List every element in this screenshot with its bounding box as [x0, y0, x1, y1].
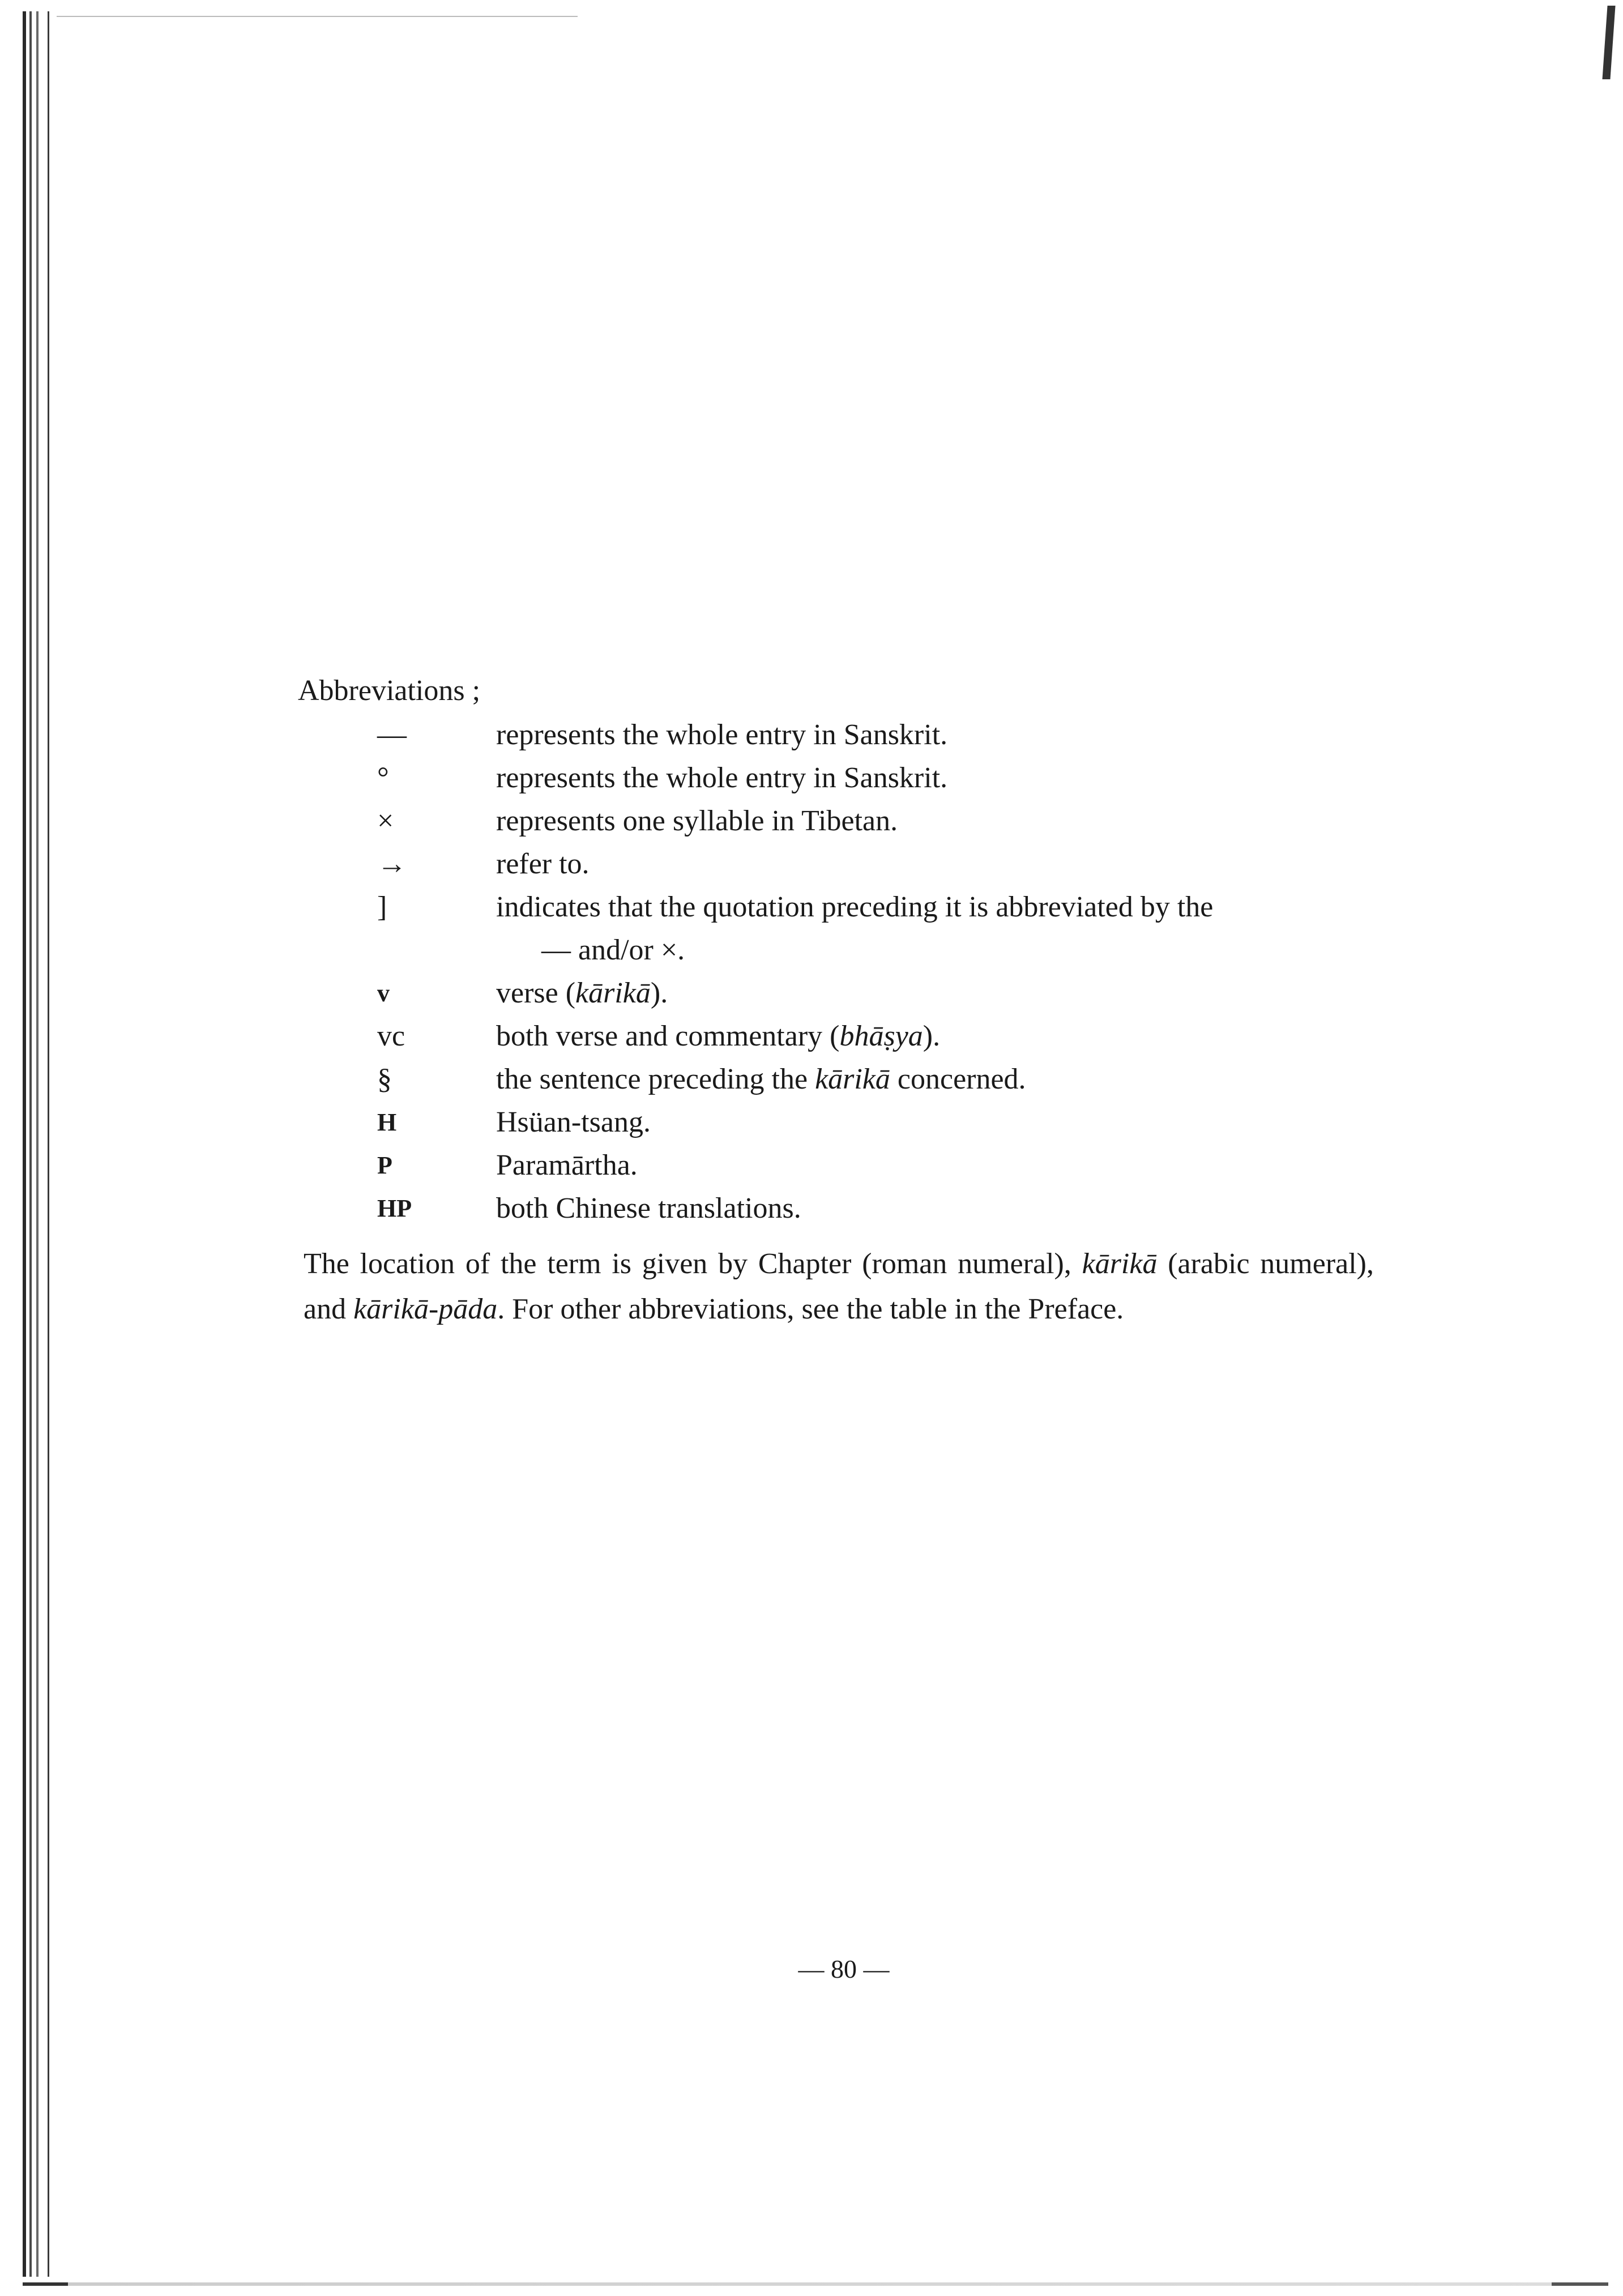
scan-top-line	[57, 16, 578, 17]
description-text: both verse and commentary (	[496, 1020, 840, 1052]
abbreviation-description: represents the whole entry in Sanskrit.	[496, 719, 948, 751]
abbreviation-item	[298, 1015, 1374, 1058]
abbreviation-symbol: v	[377, 979, 390, 1007]
abbreviation-item	[298, 886, 1374, 972]
abbreviation-symbol: —	[377, 719, 407, 751]
page-number: — 80 —	[798, 1954, 890, 1983]
abbreviation-symbol: ]	[377, 891, 387, 923]
abbreviation-symbol: §	[377, 1063, 392, 1095]
description-text: verse (	[496, 977, 576, 1009]
abbreviation-description-continuation: — and/or ×.	[541, 934, 685, 966]
abbreviation-list	[298, 714, 1374, 1230]
abbreviation-item	[298, 1058, 1374, 1101]
abbreviation-symbol: HP	[377, 1194, 412, 1222]
note-text: (arabic numeral), and	[304, 1248, 1374, 1325]
abbreviation-description: indicates that the quotation preceding it is abbreviated by the	[496, 891, 1214, 923]
scan-corner-mark	[1602, 6, 1615, 79]
scan-bottom-edge	[23, 2282, 1608, 2286]
abbreviation-symbol: ×	[377, 805, 394, 837]
abbreviation-description: Hsüan-tsang.	[496, 1106, 651, 1138]
abbreviation-description	[496, 1058, 1374, 1101]
description-italic-term: kārikā	[575, 977, 651, 1009]
abbreviation-description: represents the whole entry in Sanskrit.	[496, 762, 948, 794]
abbreviation-description	[496, 972, 1374, 1015]
abbreviations-heading: Abbreviations ;	[298, 675, 481, 707]
abbreviation-item	[298, 1101, 1374, 1144]
abbreviation-item	[298, 1144, 1374, 1187]
note-italic-term: kārikā-pāda	[353, 1293, 498, 1325]
abbreviation-symbol: P	[377, 1151, 392, 1179]
abbreviation-symbol: °	[377, 762, 389, 794]
note-italic-term: kārikā	[1082, 1248, 1158, 1280]
abbreviation-description	[496, 1015, 1374, 1058]
note-text: . For other abbreviations, see the table in the Preface.	[497, 1293, 1124, 1325]
abbreviation-item	[298, 843, 1374, 886]
abbreviation-description: refer to.	[496, 848, 590, 880]
binding-edge	[23, 11, 52, 2277]
abbreviation-item	[298, 800, 1374, 843]
description-italic-term: bhāṣya	[839, 1020, 923, 1052]
abbreviations-section	[298, 668, 1374, 1332]
description-text: concerned.	[890, 1063, 1026, 1095]
location-note	[304, 1241, 1374, 1332]
description-text: ).	[650, 977, 668, 1009]
abbreviation-item	[298, 714, 1374, 757]
abbreviation-symbol: H	[377, 1108, 397, 1136]
abbreviation-symbol: vc	[377, 1020, 405, 1052]
description-text: ).	[922, 1020, 941, 1052]
abbreviation-description: represents one syllable in Tibetan.	[496, 805, 898, 837]
abbreviation-item	[298, 972, 1374, 1015]
description-italic-term: kārikā	[815, 1063, 890, 1095]
abbreviation-description-block	[496, 886, 1374, 972]
abbreviation-symbol: →	[377, 848, 407, 880]
abbreviation-item	[298, 757, 1374, 800]
abbreviation-description: Paramārtha.	[496, 1149, 638, 1181]
note-text: The location of the term is given by Chapter (roman numeral),	[304, 1248, 1082, 1280]
abbreviation-description: both Chinese translations.	[496, 1192, 801, 1224]
abbreviation-item	[298, 1187, 1374, 1230]
description-text: the sentence preceding the	[496, 1063, 815, 1095]
